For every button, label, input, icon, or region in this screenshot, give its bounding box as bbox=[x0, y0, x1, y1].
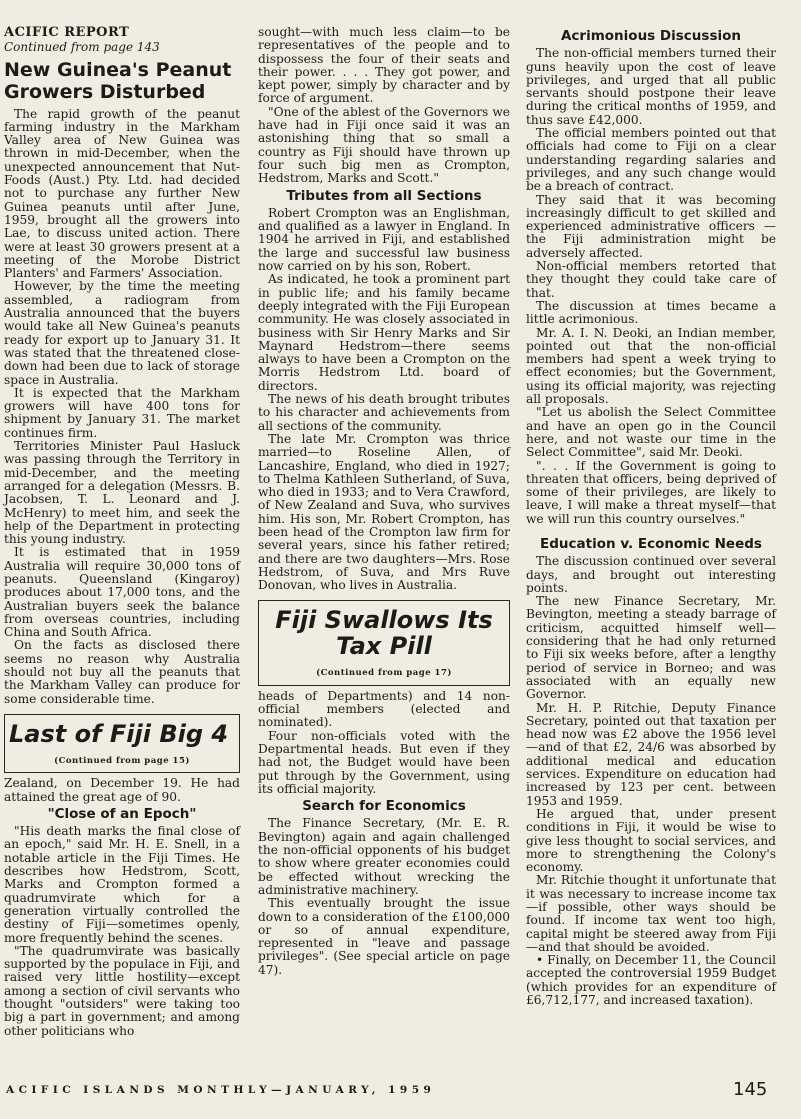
running-head: ACIFIC REPORT bbox=[4, 25, 130, 40]
paragraph: "One of the ablest of the Governors we have had in Fiji once said it was an astonishing thing that so small a country as Fiji should have thrown up four such big men as Crompton, Hedstrom, Marks and Scott." bbox=[258, 104, 510, 186]
box-continued-note: (Continued from page 17) bbox=[316, 668, 452, 679]
paragraph: sought—with much less claim—to be representatives of the people and to dispossess the four of their seats and their power. . . . They got power, and kept power, simply by character and by force of argument. bbox=[258, 25, 510, 106]
article-headline: New Guinea's Peanut Growers Disturbed bbox=[4, 58, 232, 103]
paragraph: Territories Minister Paul Hasluck was passing through the Territory in mid-December, and the meeting arranged for a delegation (Messrs. B. Jacobsen, T. L. Leonard and J. McHenry) to meet him, and seek the help of the Department in protecting this young industry. bbox=[4, 439, 240, 547]
paragraph: On the facts as disclosed there seems no reason why Australia should not buy all the peanuts that the Markham Valley can produce for some considerable time. bbox=[4, 638, 240, 706]
paragraph: Mr. A. I. N. Deoki, an Indian member, pointed out that the non-official members had spent a week trying to effect economies; but the Government, using its official majority, was rejecting all proposals. bbox=[526, 325, 776, 407]
paragraph: It is estimated that in 1959 Australia will require 30,000 tons of peanuts. Queensland (Kingaroy) produces about 17,000 tons, and the Australian buyers seek the balance from overseas countries, including China and South Africa. bbox=[4, 545, 240, 640]
section-subhead: Acrimonious Discussion bbox=[560, 28, 741, 44]
article-body bbox=[4, 108, 240, 706]
paragraph: However, by the time the meeting assembled, a radiogram from Australia announced that the buyers would take all New Guinea's peanuts ready for export up to January 31. It was stated that the threatened close-down had been due to lack of storage space in Australia. bbox=[4, 279, 240, 387]
paragraph: Mr. Ritchie thought it unfortunate that it was necessary to increase income tax—if possible, other ways should be found. If income tax went too high, capital might be steered away from Fiji—and that should be avoided. bbox=[526, 873, 776, 954]
section-subhead: Education v. Economic Needs bbox=[540, 535, 762, 552]
box-title: Last of Fiji Big 4 bbox=[9, 719, 229, 748]
section-subhead: "Close of an Epoch" bbox=[47, 805, 197, 822]
continued-box bbox=[4, 714, 240, 773]
continued-note: Continued from page 143 bbox=[4, 40, 160, 55]
paragraph: • Finally, on December 11, the Council accepted the controversial 1959 Budget (which provides for an expenditure of £6,712,177, and increased taxation). bbox=[526, 953, 776, 1008]
paragraph: Four non-officials voted with the Departmental heads. But even if they had not, the Budget would have been put through by the Government, using its official majority. bbox=[258, 728, 510, 796]
box-title: Fiji Swallows Its Tax Pill bbox=[275, 606, 493, 661]
paragraph: The discussion at times became a little acrimonious. bbox=[526, 298, 776, 327]
paragraph: "His death marks the final close of an epoch," said Mr. H. E. Snell, in a notable article in the Fiji Times. He describes how Hedstrom, Scott, Marks and Crompton formed a quadrumvirate which for a generation virtually controlled the destiny of Fiji—sometimes openly, more frequently behind the scenes. bbox=[4, 824, 240, 945]
paragraph: The news of his death brought tributes to his character and achievements from all sections of the community. bbox=[258, 392, 510, 433]
continued-box bbox=[258, 600, 510, 685]
paragraph: This eventually brought the issue down to a consideration of the £100,000 or so of annual expenditure, represented in "leave and passage privileges". (See special article on page 47). bbox=[258, 896, 510, 977]
paragraph: The non-official members turned their guns heavily upon the cost of leave privileges, and urged that all public servants should postpone their leave during the critical months of 1959, and thus save £42,000. bbox=[526, 46, 776, 127]
column-3 bbox=[526, 26, 776, 1007]
paragraph: The official members pointed out that officials had come to Fiji on a clear understanding regarding salaries and privileges, and any such change would be a breach of contract. bbox=[526, 126, 776, 194]
paragraph: "Let us abolish the Select Committee and have an open go in the Council here, and not waste our time in the Select Committee", said Mr. Deoki. bbox=[526, 405, 776, 460]
column-2 bbox=[258, 26, 510, 977]
paragraph: "The quadrumvirate was basically supported by the populace in Fiji, and raised very little hostility—except among a section of civil servants who thought "outsiders" were taking too big a part in government; and among other politicians who bbox=[4, 943, 240, 1038]
paragraph: ". . . If the Government is going to threaten that officers, being deprived of some of their privileges, are likely to leave, I will make a threat myself—that we will run this country ourselves." bbox=[526, 458, 776, 526]
page-number: 145 bbox=[733, 1079, 768, 1100]
paragraph: Mr. H. P. Ritchie, Deputy Finance Secretary, pointed out that taxation per head now was £2 above the 1956 level—and of that £2, 24/6 was absorbed by additional medical and education services. Expenditure on education had increased by 123 per cent. between 1953 and 1959. bbox=[526, 700, 776, 808]
page-footer: ACIFIC ISLANDS MONTHLY—JANUARY, 1959 bbox=[6, 1084, 436, 1096]
paragraph: Non-official members retorted that they thought they could take care of that. bbox=[526, 259, 776, 300]
paragraph: As indicated, he took a prominent part in public life; and his family became deeply integrated with the Fiji European community. He was closely associated in business with Sir Henry Marks and Sir Maynard Hedstrom—there seems always to have been a Crompton on the Morris Hedstrom Ltd. board of directors. bbox=[258, 272, 510, 393]
section-subhead: Tributes from all Sections bbox=[286, 187, 482, 204]
paragraph: The Finance Secretary, (Mr. E. R. Bevington) again and again challenged the non-official opponents of his budget to show where greater economies could be effected without wrecking the administrative machinery. bbox=[258, 816, 510, 897]
paragraph: It is expected that the Markham growers will have 400 tons for shipment by January 31. The market continues firm. bbox=[4, 385, 240, 440]
paragraph: They said that it was becoming increasingly difficult to get skilled and experienced administrative officers — the Fiji administration might be adversely affected. bbox=[526, 192, 776, 260]
paragraph: The late Mr. Crompton was thrice married—to Roseline Allen, of Lancashire, England, who died in 1927; to Thelma Kathleen Sutherland, of Suva, who died in 1933; and to Vera Crawford, of New Zealand and Suva, who survives him. His son, Mr. Robert Crompton, has been head of the Crompton law firm for several years, since his father retired; and there are two daughters—Mrs. Rose Hedstrom, of Suva, and Mrs Ruve Donovan, who lives in Australia. bbox=[258, 431, 510, 593]
paragraph: The new Finance Secretary, Mr. Bevington, meeting a steady barrage of criticism, acquitted himself well—considering that he had only returned to Fiji six weeks before, after a lengthy period of service in Borneo; and was associated with an equally new Governor. bbox=[526, 594, 776, 702]
paragraph: He argued that, under present conditions in Fiji, it would be wise to give less thought to social services, and more to strengthening the Colony's economy. bbox=[526, 806, 776, 875]
paragraph: Robert Crompton was an Englishman, and qualified as a lawyer in England. In 1904 he arrived in Fiji, and established the large and successful law business now carried on by his son, Robert. bbox=[258, 205, 510, 274]
box-continued-note: (Continued from page 15) bbox=[54, 755, 190, 766]
paragraph: heads of Departments) and 14 non-official members (elected and nominated). bbox=[258, 688, 510, 730]
section-subhead: Search for Economics bbox=[302, 798, 466, 815]
paragraph: The rapid growth of the peanut farming industry in the Markham Valley area of New Guinea was thrown in mid-December, when the unexpected announcement that Nut-Foods (Aust.) Pty. Ltd. had decided not to purchase any further New Guinea peanuts until after June, 1959, brought all the growers into Lae, to discuss united action. There were at least 30 growers present at a meeting of the Morobe District Planters' and Farmers' Association. bbox=[4, 106, 240, 281]
paragraph: The discussion continued over several days, and brought out interesting points. bbox=[526, 554, 776, 595]
paragraph: Zealand, on December 19. He had attained the great age of 90. bbox=[4, 776, 240, 804]
column-1 bbox=[4, 26, 240, 1038]
